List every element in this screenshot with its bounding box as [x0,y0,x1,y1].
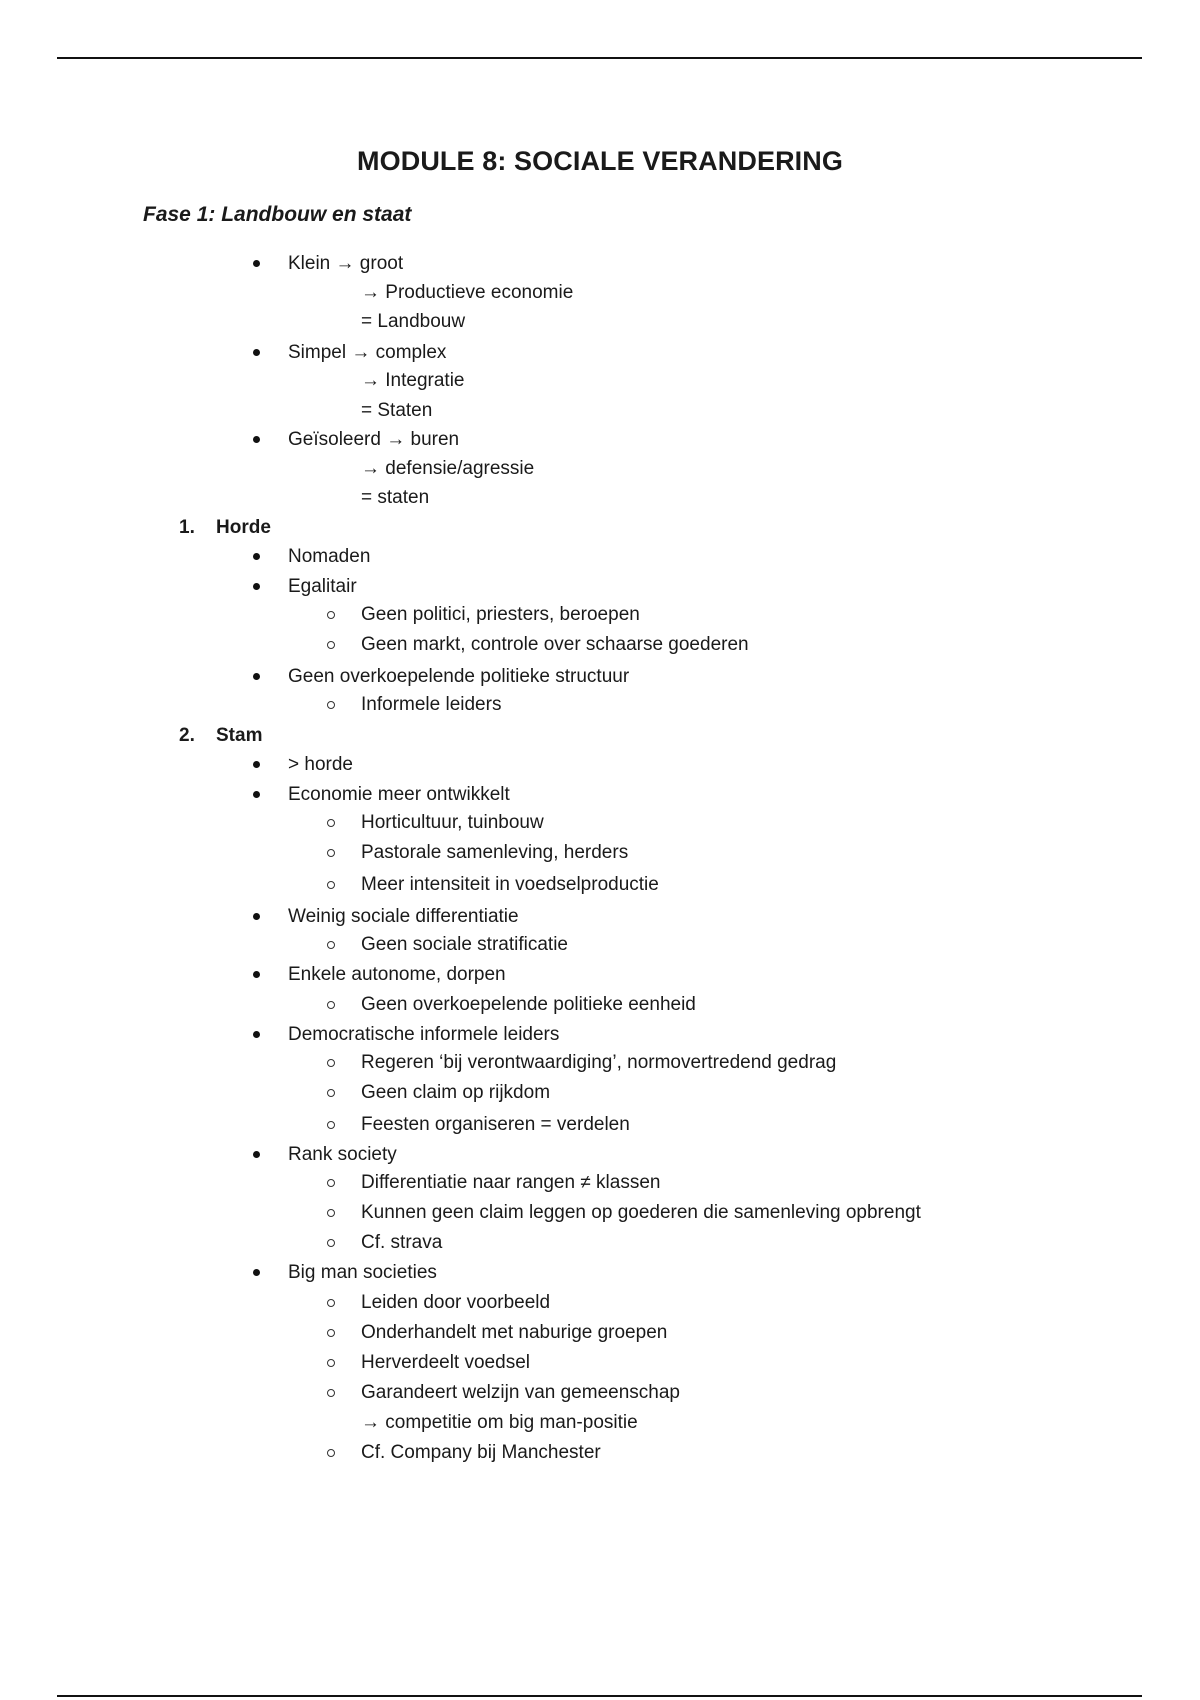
bullet-icon [253,673,260,680]
circle-bullet-icon [327,881,335,889]
bullet-icon [253,583,260,590]
circle-bullet-icon [327,1089,335,1097]
circle-bullet-icon [327,1209,335,1217]
circle-bullet-icon [327,1059,335,1067]
circle-bullet-icon [327,1299,335,1307]
bullet-icon [253,553,260,560]
sub-list-continuation: → competitie om big man-positie [361,1412,638,1433]
phase-heading: Fase 1: Landbouw en staat [143,203,412,226]
circle-bullet-icon [327,819,335,827]
sub-list-item: Geen sociale stratificatie [361,934,568,955]
intro-item: Klein → groot [288,253,404,274]
sub-list-item: Pastorale samenleving, herders [361,842,629,863]
bullet-icon [253,913,260,920]
list-item: Economie meer ontwikkelt [288,784,510,805]
list-item: Enkele autonome, dorpen [288,964,506,985]
bullet-icon [253,260,260,267]
sub-list-item: Geen markt, controle over schaarse goederen [361,634,749,655]
circle-bullet-icon [327,641,335,649]
sub-list-item: Differentiatie naar rangen ≠ klassen [361,1172,661,1193]
bullet-icon [253,349,260,356]
bullet-icon [253,791,260,798]
header-rule [57,57,1142,59]
intro-subline: → Productieve economie [361,282,574,303]
bullet-icon [253,436,260,443]
bullet-icon [253,761,260,768]
sub-list-item: Cf. Company bij Manchester [361,1442,601,1463]
intro-subline: → Integratie [361,370,465,391]
sub-list-item: Geen politici, priesters, beroepen [361,604,640,625]
footer-rule [57,1695,1142,1697]
section-heading-horde: Horde [216,517,271,538]
circle-bullet-icon [327,1179,335,1187]
sub-list-item: Leiden door voorbeeld [361,1292,551,1313]
sub-list-item: Regeren ‘bij verontwaardiging’, normovertredend gedrag [361,1052,837,1073]
section-number: 1. [179,517,195,538]
circle-bullet-icon [327,1121,335,1129]
section-heading-stam: Stam [216,725,263,746]
bullet-icon [253,1031,260,1038]
section-number: 2. [179,725,195,746]
intro-item: Geïsoleerd → buren [288,429,460,450]
page-title: MODULE 8: SOCIALE VERANDERING [357,146,843,176]
intro-subline: = staten [361,487,430,508]
circle-bullet-icon [327,1001,335,1009]
sub-list-item: Garandeert welzijn van gemeenschap [361,1382,680,1403]
list-item: Rank society [288,1144,397,1165]
circle-bullet-icon [327,1329,335,1337]
sub-list-item: Cf. strava [361,1232,443,1253]
intro-subline: → defensie/agressie [361,458,535,479]
sub-list-item: Onderhandelt met naburige groepen [361,1322,668,1343]
circle-bullet-icon [327,941,335,949]
circle-bullet-icon [327,1389,335,1397]
sub-list-item: Meer intensiteit in voedselproductie [361,874,659,895]
sub-list-item: Horticultuur, tuinbouw [361,812,544,833]
sub-list-item: Herverdeelt voedsel [361,1352,530,1373]
intro-subline: = Landbouw [361,311,466,332]
list-item: Geen overkoepelende politieke structuur [288,666,630,687]
bullet-icon [253,971,260,978]
intro-item: Simpel → complex [288,342,447,363]
list-item: Big man societies [288,1262,437,1283]
list-item: Democratische informele leiders [288,1024,560,1045]
sub-list-item: Geen overkoepelende politieke eenheid [361,994,696,1015]
circle-bullet-icon [327,1449,335,1457]
sub-list-item: Feesten organiseren = verdelen [361,1114,630,1135]
list-item: > horde [288,754,353,775]
circle-bullet-icon [327,1239,335,1247]
list-item: Nomaden [288,546,371,567]
circle-bullet-icon [327,611,335,619]
circle-bullet-icon [327,1359,335,1367]
list-item: Weinig sociale differentiatie [288,906,519,927]
bullet-icon [253,1151,260,1158]
bullet-icon [253,1269,260,1276]
circle-bullet-icon [327,849,335,857]
sub-list-item: Geen claim op rijkdom [361,1082,551,1103]
sub-list-item: Informele leiders [361,694,502,715]
sub-list-item: Kunnen geen claim leggen op goederen die samenleving opbrengt [361,1202,921,1223]
list-item: Egalitair [288,576,357,597]
circle-bullet-icon [327,701,335,709]
intro-subline: = Staten [361,400,433,421]
